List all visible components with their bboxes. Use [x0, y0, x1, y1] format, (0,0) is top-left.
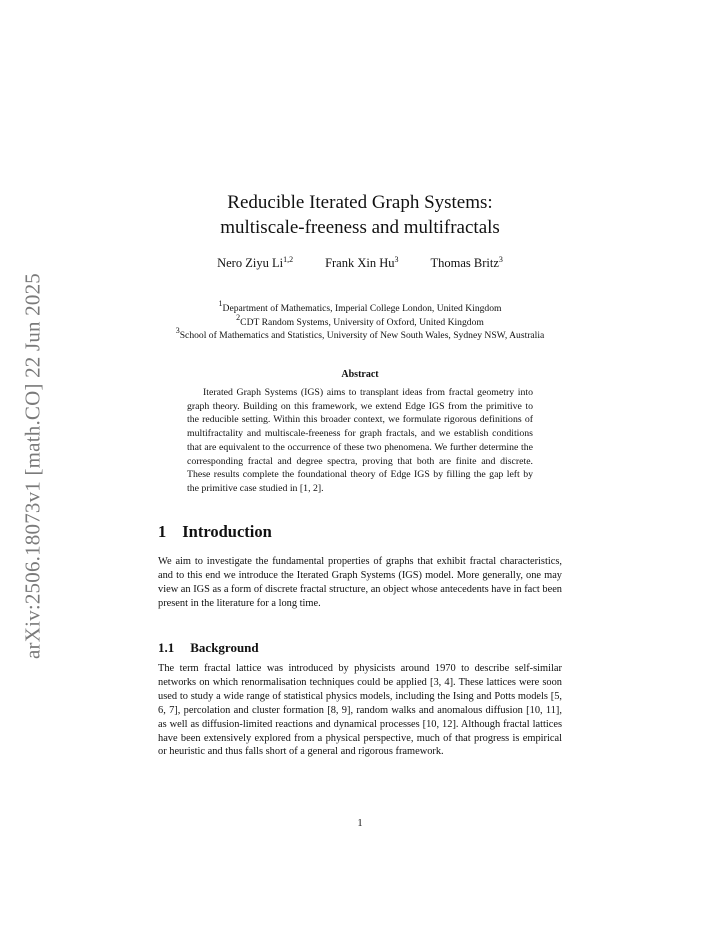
author-affil-mark: 3: [498, 255, 503, 264]
author-name: Thomas Britz: [430, 256, 499, 270]
subsection-heading: [158, 640, 562, 656]
affiliation: [158, 326, 562, 343]
title-line-2: multiscale-freeness and multifractals: [220, 217, 500, 238]
affiliation-mark: 2: [236, 312, 241, 322]
author-name: Nero Ziyu Li: [217, 256, 284, 270]
subsection-number: 1.1: [158, 640, 175, 655]
abstract-text: Iterated Graph Systems (IGS) aims to transplant ideas from fractal geometry into graph theory. Building on this framework, we extend Edge IGS from the primitive to the reducible setting. Within this broader context, we formulate rigorous definitions of multifractality and multiscale-freeness for graph fractals, and we establish conditions that are equivalent to the occurrence of these two phenomena. We further determine the corresponding fractal and degree spectra, proving that both are finite and discrete. These results complete the foundational theory of Edge IGS by filling the gap left by the primitive case studied in [1, 2].: [187, 387, 533, 494]
affiliation-text: CDT Random Systems, University of Oxford, United Kingdom: [240, 316, 484, 328]
arxiv-sidebar: [0, 0, 70, 932]
author-list: [158, 256, 562, 271]
affiliation-mark: 3: [175, 326, 180, 336]
page-number: 1: [357, 818, 363, 829]
title-line-1: Reducible Iterated Graph Systems:: [227, 192, 493, 213]
affiliation-mark: 1: [218, 299, 223, 308]
author: [431, 256, 503, 271]
section-title: Introduction: [182, 522, 272, 541]
author: [217, 256, 293, 271]
paper-title: [158, 190, 562, 240]
author: [325, 256, 398, 271]
section-number: 1: [158, 522, 167, 541]
introduction-paragraph: We aim to investigate the fundamental properties of graphs that exhibit fractal characteristics, and to this end we introduce the Iterated Graph Systems (IGS) model. More generally, one may view an IGS as a form of discrete fractal structure, an object whose antecedents have in fact been present in the literature for a long time.: [158, 556, 562, 609]
affiliation: [158, 299, 562, 316]
affiliation-list: [158, 299, 562, 343]
subsection-title: Background: [190, 640, 259, 655]
author-affil-mark: 3: [394, 255, 399, 264]
affiliation: [158, 312, 562, 330]
abstract-heading: Abstract: [341, 369, 379, 380]
author-affil-mark: 1,2: [283, 255, 294, 264]
arxiv-identifier: arXiv:2506.18073v1 [math.CO] 22 Jun 2025: [20, 273, 45, 659]
author-name: Frank Xin Hu: [325, 256, 395, 270]
affiliation-text: School of Mathematics and Statistics, University of New South Wales, Sydney NSW, Australia: [179, 330, 545, 342]
section-heading: [158, 522, 562, 542]
background-paragraph: The term fractal lattice was introduced by physicists around 1970 to describe self-similar networks on which renormalisation techniques could be applied [3, 4]. These lattices were soon used to study a wide range of statistical physics models, including the Ising and Potts models [5, 6, 7], percolation and cluster formation [8, 9], random walks and anomalous diffusion [10, 11], as well as diffusion-limited reactions and dynamical processes [10, 12]. Although fractal lattices have been extensively explored from a physical perspective, much of that progress is empirical or heuristic and thus falls short of a general and rigorous framework.: [158, 663, 562, 758]
affiliation-text: Department of Mathematics, Imperial College London, United Kingdom: [222, 303, 502, 314]
